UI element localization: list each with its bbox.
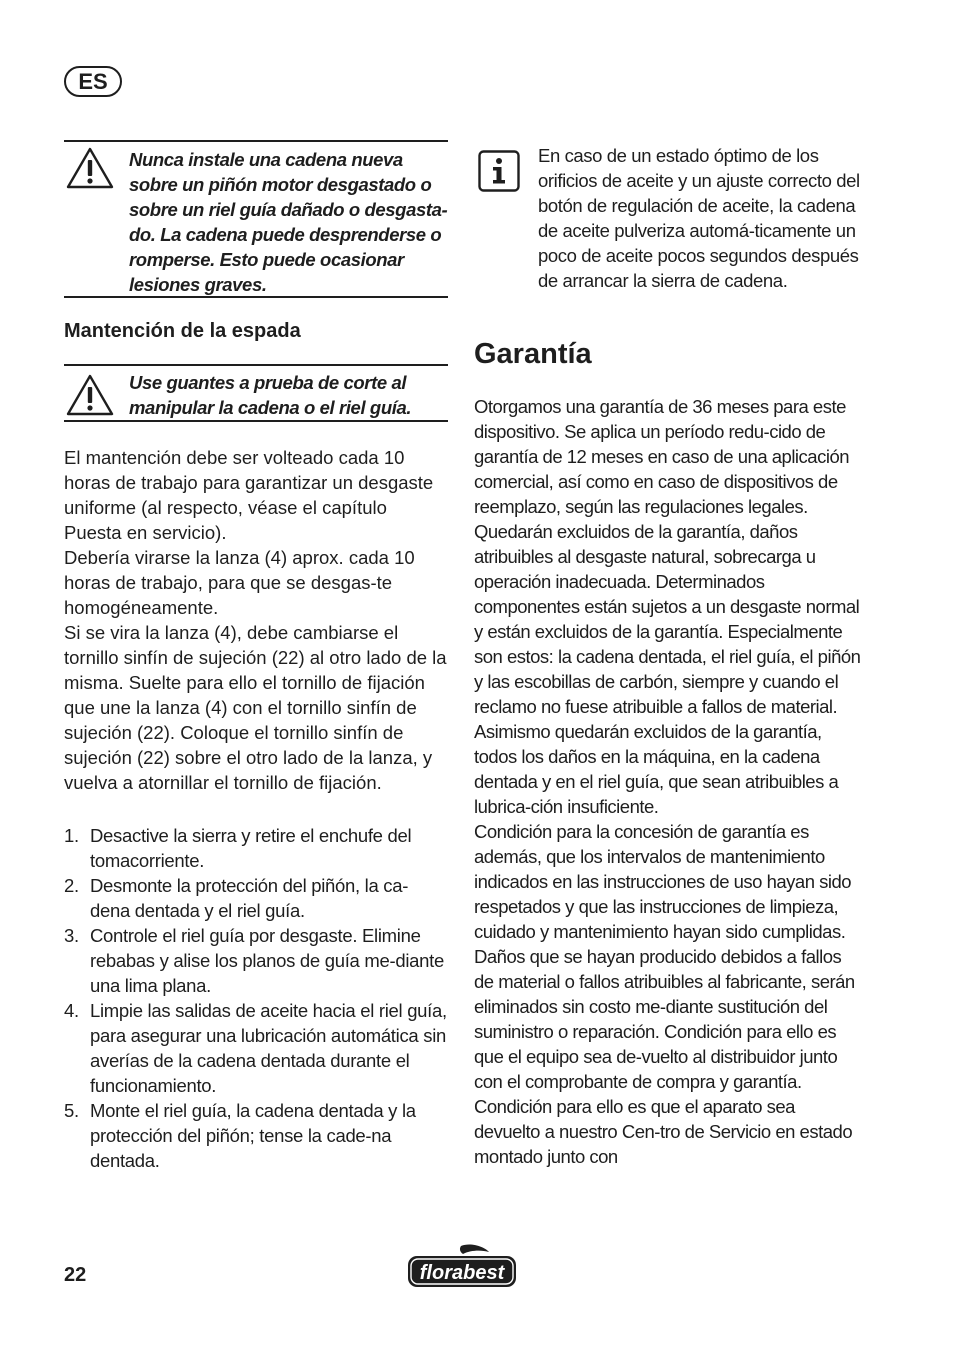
warning-text-chain: Nunca instale una cadena nueva sobre un piñón motor desgastado o sobre un riel guía dañado o desgasta-do. La cadena puede desprenderse o romperse. Esto puede ocasionar lesiones graves. xyxy=(129,149,448,295)
step-number: 3. xyxy=(64,925,79,946)
paragraph-2: Debería virarse la lanza (4) aprox. cada 10 horas de trabajo, para que se desgas-te homogéneamente. xyxy=(64,547,415,618)
info-text: En caso de un estado óptimo de los orificios de aceite y un ajuste correcto del botón de regulación de aceite, la cadena de aceite pulveriza automá-ticamente un poco de aceite pocos segundos después de arrancar la sierra de cadena. xyxy=(538,145,860,291)
info-icon xyxy=(478,150,520,192)
svg-text:florabest: florabest xyxy=(419,1262,505,1284)
list-item xyxy=(64,923,448,998)
language-badge: ES xyxy=(64,66,122,97)
florabest-logo xyxy=(405,1244,519,1290)
section-title: Mantención de la espada xyxy=(64,320,301,342)
warning-box-gloves xyxy=(64,364,448,422)
step-number: 1. xyxy=(64,825,79,846)
warranty-paragraph-1: Otorgamos una garantía de 36 meses para este dispositivo. Se aplica un período redu-cido de garantía de 12 meses en caso de una aplicación comercial, así como en caso de dispositivos de reemplazo, según las regulaciones legales. Quedarán excluidos de la garantía, daños atribuibles al desgaste natural, sobrecarga u operación inadecuada. Determinados componentes están sujetos a un desgaste normal y están excluidos de la garantía. Especialmente son estos: la cadena dentada, el riel guía, el piñón y las escobillas de carbón, siempre y cuando el reclamo no fuese atribuible a fallos de material. Asimismo quedarán excluidos de la garantía, todos los daños en la máquina, en la cadena dentada y en el riel guía, que sean atribuibles a lubrica-ción insuficiente. xyxy=(474,396,861,817)
warning-icon xyxy=(66,374,114,416)
paragraph-1: El mantención debe ser volteado cada 10 horas de trabajo para garantizar un desgaste uniforme (al respecto, véase el capítulo Puesta en servicio). xyxy=(64,447,434,543)
list-item xyxy=(64,998,448,1098)
warning-box-chain xyxy=(64,140,448,298)
list-item xyxy=(64,873,448,923)
step-text: Monte el riel guía, la cadena dentada y la protección del piñón; tense la cade-na dentada. xyxy=(90,1100,416,1171)
step-number: 5. xyxy=(64,1100,79,1121)
list-item xyxy=(64,1098,448,1173)
warranty-paragraph-2: Condición para la concesión de garantía es además, que los intervalos de mantenimiento indicados en las instrucciones de uso hayan sido respetados y que las instrucciones de limpieza, cuidado y mantenimiento hayan sido cumplidas. Daños que se hayan producido debidos a fallos de material o fallos atribuibles al fabricante, serán eliminados sin costo me-diante sustitución del suministro o reparación. Condición para ello es que el equipo sea de-vuelto al distribuidor junto con el comprobante de compra y garantía. Condición para ello es que el aparato sea devuelto a nuestro Cen-tro de Servicio en estado montado junto con xyxy=(474,821,855,1167)
left-column xyxy=(64,140,448,1173)
step-number: 4. xyxy=(64,1000,79,1021)
warning-icon xyxy=(66,147,114,189)
step-text: Controle el riel guía por desgaste. Elimine rebabas y alise los planos de guía me-diante una lima plana. xyxy=(90,925,444,996)
step-number: 2. xyxy=(64,875,79,896)
step-text: Desmonte la protección del piñón, la ca-dena dentada y el riel guía. xyxy=(90,875,409,921)
step-text: Limpie las salidas de aceite hacia el riel guía, para asegurar una lubricación automática sin averías de la cadena dentada durante el funcionamiento. xyxy=(90,1000,447,1096)
paragraph-3: Si se vira la lanza (4), debe cambiarse el tornillo sinfín de sujeción (22) al otro lado de la misma. Suelte para ello el tornillo de fijación que une la lanza (4) con el tornillo sinfín de sujeción (22). Coloque el tornillo sinfín de sujeción (22) sobre el otro lado de la lanza, y vuelva a atornillar el tornillo de fijación. xyxy=(64,622,447,793)
info-note xyxy=(474,140,864,326)
warning-text-gloves: Use guantes a prueba de corte al manipular la cadena o el riel guía. xyxy=(129,372,412,418)
steps-list xyxy=(64,823,448,1173)
list-item xyxy=(64,823,448,873)
right-column xyxy=(474,140,864,1169)
page-title: Garantía xyxy=(474,338,592,370)
step-text: Desactive la sierra y retire el enchufe del tomacorriente. xyxy=(90,825,412,871)
page-number: 22 xyxy=(64,1264,87,1286)
